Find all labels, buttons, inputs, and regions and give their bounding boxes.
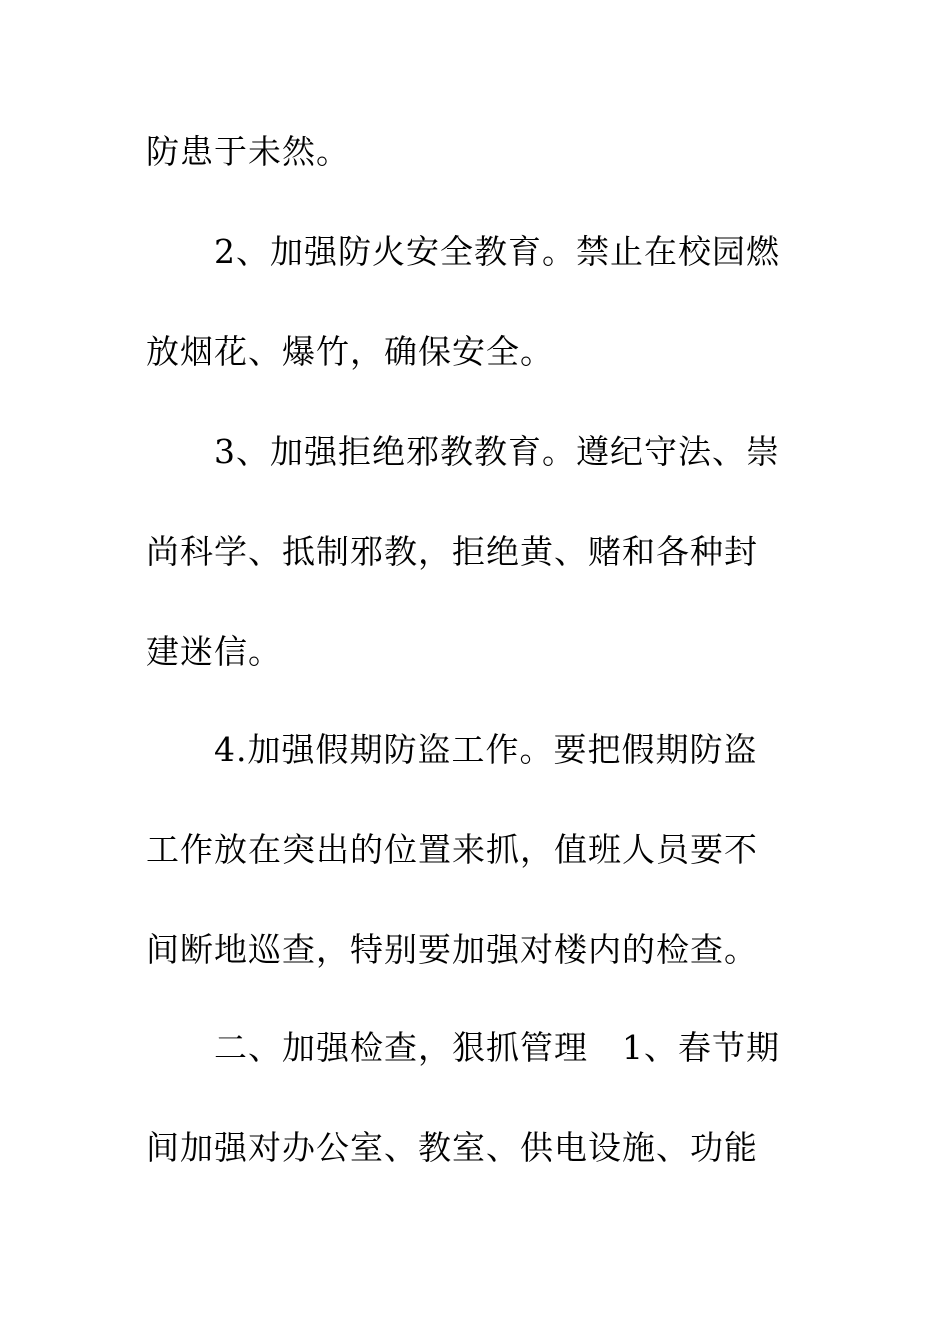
text-line: 防患于未然。	[146, 132, 350, 171]
text-line: 尚科学、抵制邪教，拒绝黄、赌和各种封	[146, 532, 758, 571]
text-line: 间加强对办公室、教室、供电设施、功能	[146, 1128, 758, 1167]
text-line: 间断地巡查，特别要加强对楼内的检查。	[146, 930, 758, 969]
text-line: 3、加强拒绝邪教教育。遵纪守法、崇	[214, 432, 780, 471]
text-line: 建迷信。	[146, 632, 282, 671]
text-line: 4.加强假期防盗工作。要把假期防盗	[214, 730, 758, 769]
text-line: 工作放在突出的位置来抓，值班人员要不	[146, 830, 758, 869]
text-line: 二、加强检查，狠抓管理 1、春节期	[214, 1028, 780, 1067]
text-line: 2、加强防火安全教育。禁止在校园燃	[214, 232, 780, 271]
text-line: 放烟花、爆竹，确保安全。	[146, 332, 554, 371]
